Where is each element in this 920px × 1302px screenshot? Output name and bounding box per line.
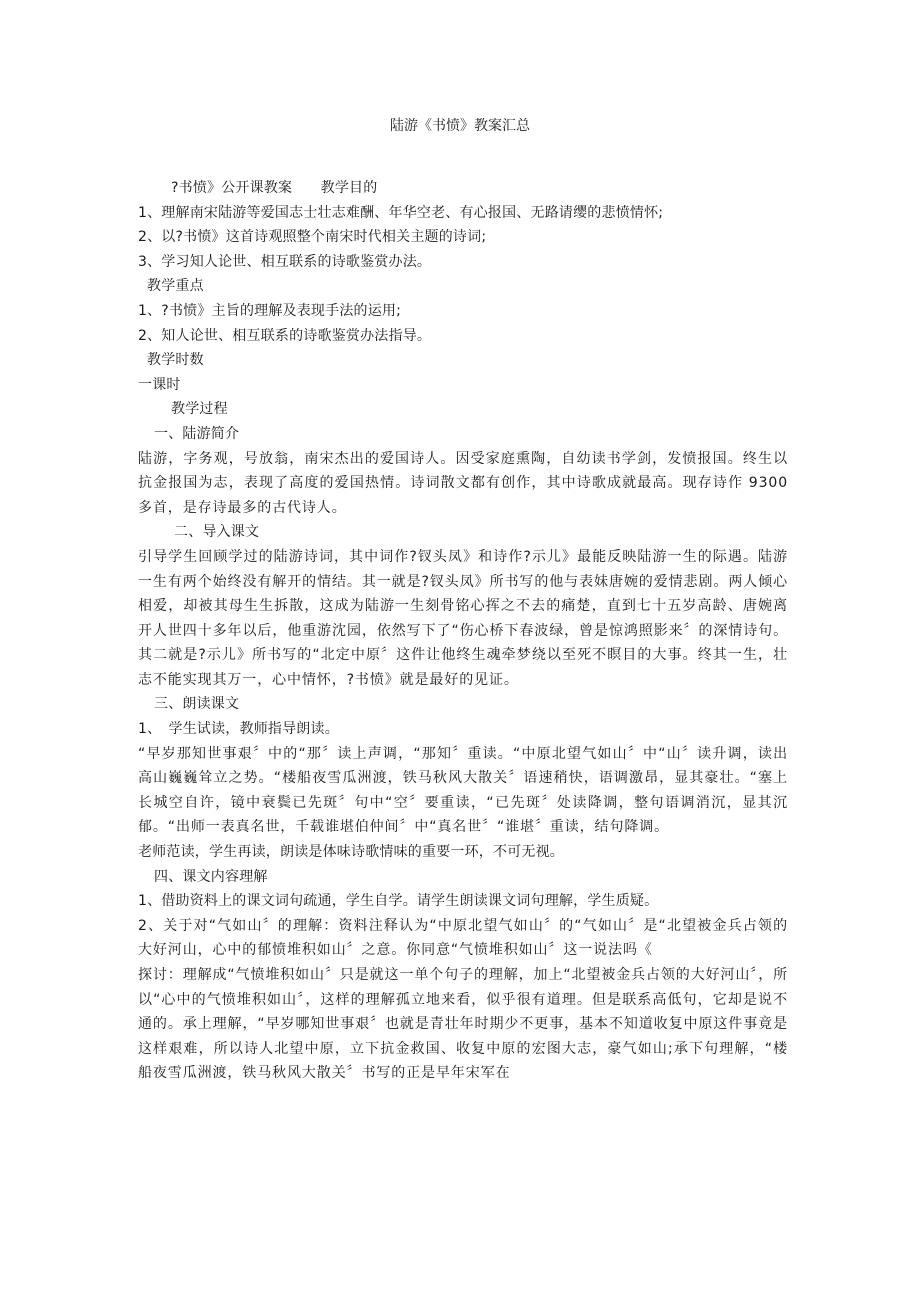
paragraph: 教学时数 — [147, 352, 204, 369]
paragraph: 二、导入课文 — [174, 524, 260, 541]
paragraph: 老师范读，学生再读，朗读是体味诗歌情味的重要一环，不可无视。 — [138, 844, 564, 861]
paragraph: ?书愤》公开课教案 教学目的 — [171, 180, 378, 196]
paragraph: 探讨：理解成“气愤堆积如山〞只是就这一单个句子的理解，加上“北望被金兵占领的大好河山〞，所以“心中的气愤堆积如山〞，这样的理解孤立地来看，似乎很有道理。但是联系高低句，它却是说不通的。承上理解，“早岁哪知世事艰〞也就是青壮年时期少不更事，基本不知道收复中原这件事竟是这样艰难，所以诗人北望中原，立下抗金救国、收复中原的宏图大志，豪气如山;承下句理解，“楼船夜雪瓜洲渡，铁马秋风大散关〞书写的正是早年宋军在 — [138, 967, 789, 1082]
paragraph: 四、课文内容理解 — [154, 868, 268, 885]
paragraph: “早岁那知世事艰〞中的“那〞读上声调，“那知〞重读。“中原北望气如山〞中“山〞读升调，读出高山巍巍耸立之势。“楼船夜雪瓜洲渡，铁马秋风大散关〞语速稍快，语调激昂，显其豪壮。“塞上长城空自许，镜中衰鬓已先斑〞句中“空〞要重读，“已先斑〞处读降调，整句语调消沉，显其沉郁。“出师一表真名世，千载谁堪伯仲间〞中“真名世〞“谁堪〞重读，结句降调。 — [138, 745, 788, 836]
paragraph: 一课时 — [138, 376, 181, 393]
paragraph: 教学重点 — [147, 278, 204, 295]
document-title: 陆游《书愤》教案汇总 — [390, 118, 530, 134]
paragraph: 3、学习知人论世、相互联系的诗歌鉴赏办法。 — [138, 253, 432, 270]
paragraph: 2、知人论世、相互联系的诗歌鉴赏办法指导。 — [138, 327, 432, 344]
paragraph: 1、理解南宋陆游等爱国志士壮志难酬、年华空老、有心报国、无路请缨的悲愤情怀; — [138, 204, 664, 221]
paragraph: 1、?书愤》主旨的理解及表现手法的运用; — [138, 302, 402, 319]
paragraph: 1、 学生试读，教师指导朗读。 — [138, 721, 339, 738]
document-body — [138, 176, 788, 1086]
paragraph: 引导学生回顾学过的陆游诗词，其中词作?钗头凤》和诗作?示儿》最能反映陆游一生的际遇。陆游一生有两个始终没有解开的情结。其一就是?钗头凤》所书写的他与表妹唐婉的爱情悲剧。两人倾心相爱，却被其母生生拆散，这成为陆游一生刻骨铭心挥之不去的痛楚，直到七十五岁高龄、唐婉离开人世四十多年以后，他重游沈园，依然写下了“伤心桥下春波绿，曾是惊鸿照影来〞的深情诗句。其二就是?示儿》所书写的“北定中原〞这件让他终生魂牵梦绕以至死不瞑目的大事。终其一生，壮志不能实现其万一，心中情怀，?书愤》就是最好的见证。 — [138, 548, 788, 688]
paragraph: 2、以?书愤》这首诗观照整个南宋时代相关主题的诗词; — [138, 229, 487, 246]
paragraph: 教学过程 — [171, 401, 228, 418]
paragraph: 三、朗读课文 — [154, 696, 240, 713]
paragraph: 陆游，字务观，号放翁，南宋杰出的爱国诗人。因受家庭熏陶，自幼读书学剑，发愤报国。终生以抗金报国为志，表现了高度的爱国热情。诗词散文都有创作，其中诗歌成就最高。现存诗作 9300 多首，是存诗最多的古代诗人。 — [138, 450, 788, 516]
paragraph: 2、关于对“气如山〞的理解：资料注释认为“中原北望气如山〞的“气如山〞是“北望被金兵占领的大好河山，心中的郁愤堆积如山〞之意。你同意“气愤堆积如山〞这一说法吗《 — [138, 917, 788, 959]
paragraph: 一、陆游简介 — [154, 425, 240, 442]
paragraph: 1、借助资料上的课文词句疏通，学生自学。请学生朗读课文词句理解，学生质疑。 — [138, 893, 659, 910]
